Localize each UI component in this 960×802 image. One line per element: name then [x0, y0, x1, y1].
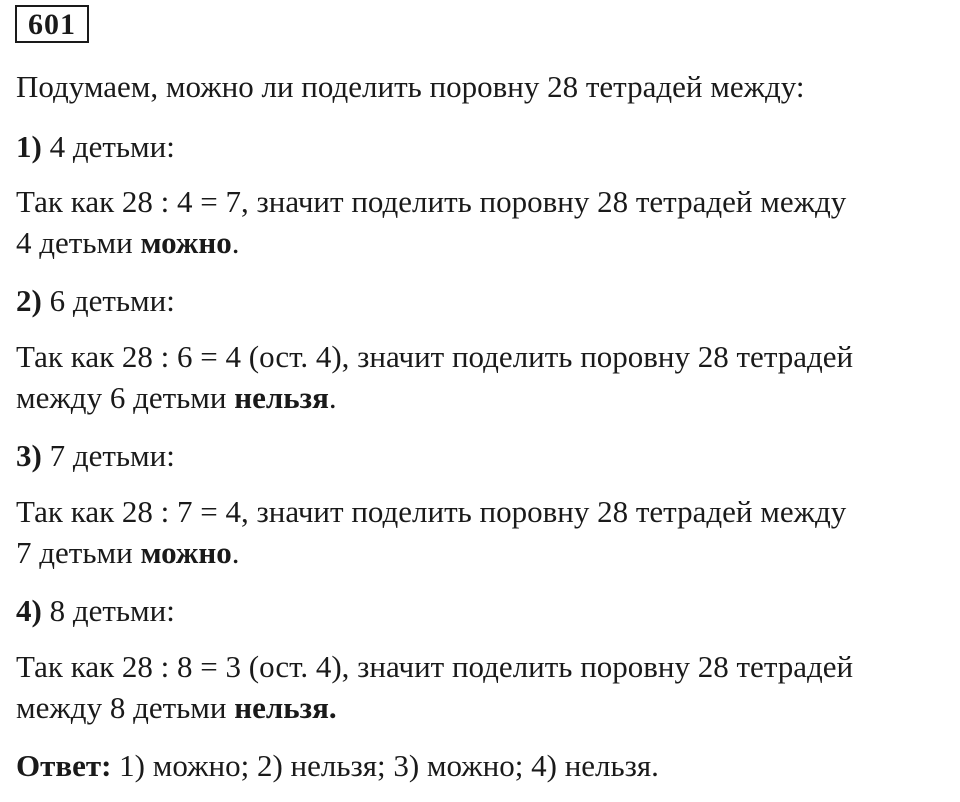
- item-3-verdict: можно: [140, 535, 232, 570]
- item-1-verdict: можно: [140, 225, 232, 260]
- item-1-heading-text: 4 детьми:: [41, 129, 175, 164]
- answer-line: [16, 746, 659, 785]
- item-2-label: 2): [16, 283, 42, 318]
- task-number-box: [15, 5, 89, 43]
- item-4-heading: [16, 591, 175, 630]
- item-4-label: 4): [16, 593, 42, 628]
- item-1-line-2: [16, 223, 239, 262]
- item-3-label: 3): [16, 438, 42, 473]
- item-4-verdict: нельзя.: [234, 690, 337, 725]
- item-3-line-2-prefix: 7 детьми: [16, 535, 141, 570]
- item-4-line-1: Так как 28 : 8 = 3 (ост. 4), значит поделить поровну 28 тетрадей: [16, 649, 854, 684]
- item-1-heading: [16, 127, 175, 166]
- answer-label: Ответ:: [16, 748, 112, 783]
- item-2-line-2-prefix: между 6 детьми: [16, 380, 235, 415]
- item-1-line-2-prefix: 4 детьми: [16, 225, 141, 260]
- item-1-line-2-suffix: .: [231, 225, 240, 260]
- intro-text: Подумаем, можно ли поделить поровну 28 тетрадей между:: [16, 69, 805, 104]
- item-3-heading-text: 7 детьми:: [41, 438, 175, 473]
- item-3-line-2: [16, 533, 239, 572]
- item-1-label: 1): [16, 129, 42, 164]
- task-number: 601: [28, 7, 76, 41]
- item-2-line-1: Так как 28 : 6 = 4 (ост. 4), значит поделить поровну 28 тетрадей: [16, 339, 854, 374]
- item-4-line-2-prefix: между 8 детьми: [16, 690, 235, 725]
- item-1-line-1: Так как 28 : 4 = 7, значит поделить поровну 28 тетрадей между: [16, 184, 847, 219]
- item-4-heading-text: 8 детьми:: [41, 593, 175, 628]
- item-2-line-2: [16, 378, 337, 417]
- answer-text: 1) можно; 2) нельзя; 3) можно; 4) нельзя.: [111, 748, 659, 783]
- item-2-heading: [16, 281, 175, 320]
- item-2-verdict: нельзя: [234, 380, 329, 415]
- item-3-line-2-suffix: .: [231, 535, 240, 570]
- item-2-line-2-suffix: .: [328, 380, 337, 415]
- item-3-line-1: Так как 28 : 7 = 4, значит поделить поровну 28 тетрадей между: [16, 494, 847, 529]
- item-4-line-2: [16, 688, 337, 727]
- item-2-heading-text: 6 детьми:: [41, 283, 175, 318]
- item-3-heading: [16, 436, 175, 475]
